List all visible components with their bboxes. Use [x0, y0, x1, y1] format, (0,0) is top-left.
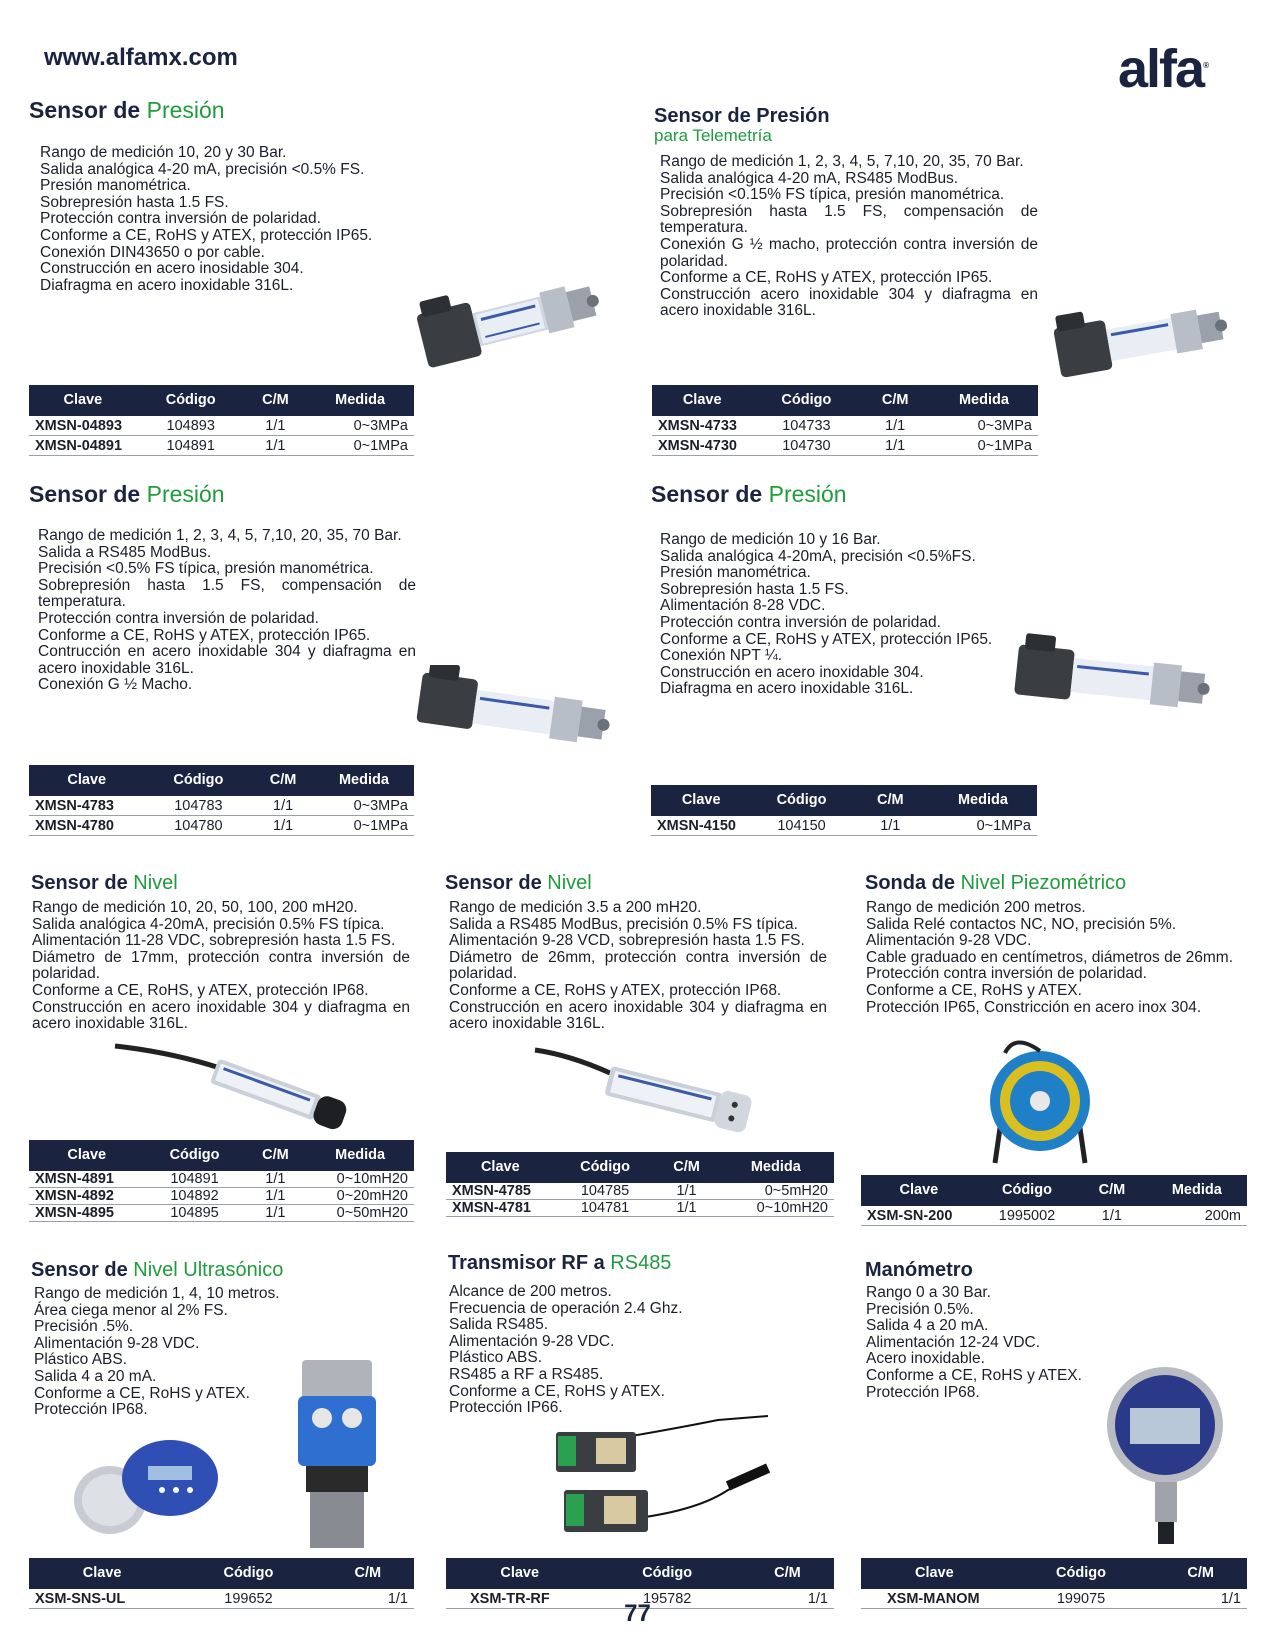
product-description: [38, 528, 416, 694]
desc-line: Rango 0 a 30 Bar.: [866, 1284, 991, 1301]
level-sensor-image: [110, 1038, 360, 1138]
cell-cm: 1/1: [322, 1589, 414, 1609]
website-url: www.alfamx.com: [44, 44, 238, 71]
col-header-clave: Clave: [446, 1558, 593, 1589]
desc-line: Protección contra inversión de polaridad.: [40, 210, 321, 228]
cell-codigo: 104895: [145, 1205, 245, 1222]
product-description: [660, 154, 1038, 320]
cell-cm: 1/1: [741, 1589, 834, 1609]
desc-line: Conexión NPT ¼.: [660, 647, 783, 665]
title-highlight: Presión: [146, 97, 225, 123]
title-main: Sensor de: [651, 481, 763, 507]
table-row: [446, 1183, 834, 1200]
cell-clave: XMSN-4785: [446, 1183, 555, 1200]
col-header-medida: Medida: [306, 1140, 414, 1171]
desc-line: Construcción en acero inoxidable 304.: [660, 663, 924, 681]
table-row: [29, 1188, 414, 1205]
spec-table: [446, 1152, 834, 1217]
col-header-codigo: Código: [555, 1152, 656, 1183]
cell-medida: 0~20mH20: [306, 1188, 414, 1205]
desc-line: Salida a RS485 ModBus, precisión 0.5% FS típica.: [449, 915, 798, 933]
col-header-codigo: Código: [175, 1558, 321, 1589]
table-row: [652, 436, 1038, 456]
desc-line: Alimentación 12-24 VDC.: [866, 1333, 1041, 1351]
cell-codigo: 199652: [175, 1589, 321, 1609]
product-description: [449, 1284, 749, 1417]
cell-clave: XMSN-4780: [29, 816, 145, 836]
title-highlight: Nivel Piezométrico: [960, 872, 1127, 894]
title-highlight: Nivel: [133, 872, 178, 894]
col-header-cm: C/M: [1154, 1558, 1247, 1589]
desc-line: Plástico ABS.: [34, 1351, 128, 1369]
desc-line: Diámetro de 26mm, protección contra inversión de polaridad.: [449, 948, 827, 983]
col-header-clave: Clave: [861, 1558, 1008, 1589]
cell-clave: XMSN-4781: [446, 1200, 555, 1217]
cell-clave: XMSN-04891: [29, 436, 137, 456]
cell-clave: XSM-SN-200: [861, 1206, 977, 1226]
spec-table: [29, 1140, 414, 1222]
pressure-sensor-image: [1050, 292, 1250, 382]
desc-line: Diámetro de 17mm, protección contra inversión de polaridad.: [32, 948, 410, 983]
desc-line: Protección IP68.: [866, 1383, 980, 1401]
desc-line: Protección contra inversión de polaridad.: [38, 609, 319, 627]
col-header-medida: Medida: [306, 385, 414, 416]
desc-line: Conforme a CE, RoHS y ATEX, protección IP68.: [449, 981, 782, 999]
table-row: [651, 816, 1037, 836]
cell-clave: XMSN-4892: [29, 1188, 145, 1205]
desc-line: Precisión <0.15% FS típica, presión manométrica.: [660, 186, 1005, 204]
desc-line: Plástico ABS.: [449, 1349, 543, 1367]
title-highlight: Nivel: [547, 872, 592, 894]
cell-cm: 1/1: [245, 416, 307, 436]
spec-table: [29, 765, 414, 836]
desc-line: Protección IP66.: [449, 1399, 563, 1417]
col-header-clave: Clave: [29, 1558, 175, 1589]
desc-line: Salida RS485.: [449, 1316, 549, 1334]
cell-codigo: 1995002: [977, 1206, 1077, 1226]
col-header-clave: Clave: [29, 765, 145, 796]
col-header-medida: Medida: [314, 765, 414, 796]
alfa-logo: alfa®: [1118, 39, 1209, 99]
desc-line: Salida analógica 4-20mA, precisión 0.5% FS típica.: [32, 915, 385, 933]
cell-codigo: 104781: [555, 1200, 656, 1217]
cell-cm: 1/1: [245, 1205, 307, 1222]
desc-line: Conforme a CE, RoHS y ATEX.: [866, 981, 1082, 999]
desc-line: Construcción en acero inosidable 304.: [40, 260, 304, 278]
title-main: Sensor de: [445, 872, 542, 894]
desc-line: Conforme a CE, RoHS y ATEX, protección IP65.: [660, 269, 993, 287]
logo-text: alfa: [1118, 39, 1204, 99]
col-header-codigo: Código: [752, 385, 860, 416]
desc-line: Frecuencia de operación 2.4 Ghz.: [449, 1299, 683, 1317]
desc-line: Alcance de 200 metros.: [449, 1283, 612, 1300]
pressure-sensor-image: [412, 270, 612, 370]
cell-codigo: 195782: [593, 1589, 740, 1609]
cell-codigo: 104150: [751, 816, 851, 836]
desc-line: Salida 4 a 20 mA.: [866, 1317, 989, 1335]
cell-medida: 0~50mH20: [306, 1205, 414, 1222]
desc-line: Salida analógica 4-20 mA, precisión <0.5% FS.: [40, 160, 365, 178]
cell-clave: XMSN-4733: [652, 416, 752, 436]
cell-cm: 1/1: [245, 436, 307, 456]
title-main: Sonda de: [865, 872, 956, 894]
col-header-medida: Medida: [718, 1152, 834, 1183]
title-main: Sensor de: [31, 872, 128, 894]
desc-line: Presión manométrica.: [660, 564, 811, 582]
product-title: [865, 870, 1126, 896]
cell-codigo: 104730: [752, 436, 860, 456]
desc-line: Sobrepresión hasta 1.5 FS, compensación de temperatura.: [38, 576, 416, 611]
table-row: [29, 436, 414, 456]
table-row: [446, 1200, 834, 1217]
cell-codigo: 104891: [145, 1171, 245, 1188]
col-header-codigo: Código: [145, 765, 253, 796]
col-header-clave: Clave: [29, 1140, 145, 1171]
col-header-cm: C/M: [860, 385, 929, 416]
cell-medida: 0~5mH20: [718, 1183, 834, 1200]
cell-medida: 200m: [1147, 1206, 1247, 1226]
desc-line: Sobrepresión hasta 1.5 FS.: [660, 580, 849, 598]
desc-line: Contrucción en acero inoxidable 304 y diafragma en acero inoxidable 316L.: [38, 643, 416, 677]
product-title: [865, 1257, 973, 1283]
cell-cm: 1/1: [860, 416, 929, 436]
cell-medida: 0~10mH20: [718, 1200, 834, 1217]
table-row: [29, 416, 414, 436]
ultrasonic-sensor-image: [70, 1350, 400, 1550]
cell-codigo: 104891: [137, 436, 245, 456]
rf-transmitter-image: [548, 1410, 798, 1540]
product-description: [449, 900, 827, 1033]
desc-line: Salida a RS485 ModBus.: [38, 543, 212, 561]
cell-clave: XMSN-4891: [29, 1171, 145, 1188]
desc-line: Alimentación 8-28 VDC.: [660, 597, 826, 615]
cell-clave: XMSN-4150: [651, 816, 751, 836]
product-title: [31, 1257, 283, 1283]
cell-codigo: 199075: [1008, 1589, 1155, 1609]
cell-cm: 1/1: [656, 1183, 718, 1200]
cell-clave: XMSN-4730: [652, 436, 752, 456]
title-main: Sensor de: [29, 97, 141, 123]
desc-line: Rango de medición 1, 4, 10 metros.: [34, 1285, 280, 1302]
desc-line: Precisión <0.5% FS típica, presión manométrica.: [38, 560, 374, 578]
desc-line: Rango de medición 3.5 a 200 mH20.: [449, 899, 702, 916]
product-description: [32, 900, 410, 1033]
title-highlight: RS485: [610, 1252, 672, 1274]
col-header-cm: C/M: [322, 1558, 414, 1589]
cell-cm: 1/1: [656, 1200, 718, 1217]
desc-line: Construcción en acero inoxidable 304 y diafragma en acero inoxidable 316L.: [449, 998, 827, 1033]
col-header-cm: C/M: [245, 1140, 307, 1171]
desc-line: Conforme a CE, RoHS y ATEX, protección IP65.: [660, 630, 993, 648]
title-highlight: Presión: [146, 481, 225, 507]
cell-medida: 0~3MPa: [314, 796, 414, 816]
pressure-sensor-image: [1010, 630, 1220, 730]
col-header-cm: C/M: [852, 785, 929, 816]
page-number: 77: [624, 1600, 651, 1627]
desc-line: Salida 4 a 20 mA.: [34, 1367, 157, 1385]
product-title: [29, 481, 225, 507]
desc-line: Salida Relé contactos NC, NO, precisión 5%.: [866, 915, 1177, 933]
desc-line: Conexión DIN43650 o por cable.: [40, 243, 265, 261]
desc-line: Salida analógica 4-20 mA, RS485 ModBus.: [660, 169, 959, 187]
cell-medida: 0~1MPa: [930, 436, 1038, 456]
product-title: [31, 870, 178, 896]
product-title: [445, 870, 592, 896]
col-header-clave: Clave: [861, 1175, 977, 1206]
desc-line: Conforme a CE, RoHS y ATEX.: [449, 1382, 665, 1400]
cell-medida: 0~1MPa: [929, 816, 1037, 836]
desc-line: Rango de medición 10, 20 y 30 Bar.: [40, 144, 287, 161]
cell-clave: XMSN-4895: [29, 1205, 145, 1222]
desc-line: Protección contra inversión de polaridad.: [866, 965, 1147, 983]
desc-line: Precisión 0.5%.: [866, 1300, 974, 1318]
desc-line: Conexión G ½ Macho.: [38, 676, 193, 694]
col-header-codigo: Código: [1008, 1558, 1155, 1589]
product-title: [651, 481, 847, 507]
product-subtitle: para Telemetría: [654, 126, 772, 145]
cell-cm: 1/1: [1154, 1589, 1247, 1609]
cell-medida: 0~1MPa: [306, 436, 414, 456]
col-header-cm: C/M: [656, 1152, 718, 1183]
cell-clave: XMSN-04893: [29, 416, 137, 436]
table-row: [861, 1206, 1247, 1226]
col-header-clave: Clave: [651, 785, 751, 816]
col-header-medida: Medida: [1147, 1175, 1247, 1206]
manometer-image: [1100, 1360, 1230, 1550]
desc-line: Presión manométrica.: [40, 177, 191, 195]
cell-clave: XSM-MANOM: [861, 1589, 1008, 1609]
desc-line: Precisión .5%.: [34, 1318, 134, 1336]
desc-line: Conexión G ½ macho, protección contra inversión de polaridad.: [660, 235, 1038, 270]
desc-line: Área ciega menor al 2% FS.: [34, 1301, 228, 1319]
desc-line: Cable graduado en centímetros, diámetros de 26mm.: [866, 948, 1234, 966]
desc-line: Conforme a CE, RoHS y ATEX, protección IP65.: [38, 626, 371, 644]
title-main: Transmisor RF a: [448, 1252, 605, 1274]
table-row: [29, 796, 414, 816]
desc-line: Salida analógica 4-20mA, precisión <0.5%FS.: [660, 547, 976, 565]
desc-line: Rango de medición 10, 20, 50, 100, 200 mH20.: [32, 899, 358, 916]
cell-cm: 1/1: [852, 816, 929, 836]
col-header-cm: C/M: [252, 765, 314, 796]
table-row: [29, 1171, 414, 1188]
desc-line: Sobrepresión hasta 1.5 FS.: [40, 193, 229, 211]
spec-table: [652, 385, 1038, 456]
desc-line: Diafragma en acero inoxidable 316L.: [660, 680, 914, 698]
desc-line: Conforme a CE, RoHS y ATEX.: [34, 1384, 250, 1402]
cell-medida: 0~10mH20: [306, 1171, 414, 1188]
pressure-sensor-image: [412, 665, 622, 765]
col-header-clave: Clave: [652, 385, 752, 416]
desc-line: Conforme a CE, RoHS y ATEX, protección IP65.: [40, 226, 373, 244]
title-main: Sensor de: [29, 481, 141, 507]
cell-medida: 0~3MPa: [306, 416, 414, 436]
desc-line: Rango de medición 10 y 16 Bar.: [660, 531, 881, 548]
cell-clave: XSM-SNS-UL: [29, 1589, 175, 1609]
col-header-cm: C/M: [245, 385, 307, 416]
col-header-medida: Medida: [929, 785, 1037, 816]
table-row: [29, 1205, 414, 1222]
cable-reel-image: [985, 1033, 1095, 1173]
col-header-cm: C/M: [1077, 1175, 1146, 1206]
desc-line: Construcción acero inoxidable 304 y diafragma en acero inoxidable 316L.: [660, 285, 1038, 320]
col-header-codigo: Código: [593, 1558, 740, 1589]
desc-line: Rango de medición 1, 2, 3, 4, 5, 7,10, 20, 35, 70 Bar.: [660, 153, 1024, 170]
cell-clave: XSM-TR-RF: [446, 1589, 593, 1609]
title-main: Sensor de: [31, 1259, 128, 1281]
cell-codigo: 104783: [145, 796, 253, 816]
cell-codigo: 104733: [752, 416, 860, 436]
desc-line: Acero inoxidable.: [866, 1350, 985, 1368]
spec-table: [29, 385, 414, 456]
desc-line: Alimentación 9-28 VCD, sobrepresión hasta 1.5 FS.: [449, 932, 805, 950]
cell-cm: 1/1: [245, 1171, 307, 1188]
cell-codigo: 104780: [145, 816, 253, 836]
cell-cm: 1/1: [860, 436, 929, 456]
desc-line: Construcción en acero inoxidable 304 y diafragma en acero inoxidable 316L.: [32, 998, 410, 1033]
col-header-codigo: Código: [977, 1175, 1077, 1206]
desc-line: Rango de medición 200 metros.: [866, 899, 1086, 916]
col-header-cm: C/M: [741, 1558, 834, 1589]
title-main: Manómetro: [865, 1259, 973, 1281]
desc-line: Sobrepresión hasta 1.5 FS, compensación de temperatura.: [660, 202, 1038, 237]
level-sensor-image: [530, 1045, 760, 1145]
col-header-clave: Clave: [446, 1152, 555, 1183]
product-description: [866, 1285, 1126, 1401]
cell-codigo: 104785: [555, 1183, 656, 1200]
product-description: [866, 900, 1246, 1016]
cell-cm: 1/1: [252, 816, 314, 836]
col-header-codigo: Código: [137, 385, 245, 416]
desc-line: RS485 a RF a RS485.: [449, 1365, 604, 1383]
table-row: [652, 416, 1038, 436]
col-header-codigo: Código: [751, 785, 851, 816]
title-main: Sensor de Presión: [654, 105, 830, 127]
desc-line: Alimentación 9-28 VDC.: [449, 1332, 615, 1350]
cell-codigo: 104892: [145, 1188, 245, 1205]
title-highlight: Presión: [768, 481, 847, 507]
table-row: [29, 816, 414, 836]
spec-table: [861, 1175, 1247, 1226]
product-title: [448, 1250, 671, 1276]
desc-line: Protección IP68.: [34, 1401, 148, 1419]
desc-line: Alimentación 9-28 VDC.: [866, 932, 1032, 950]
product-description: [40, 145, 400, 294]
desc-line: Protección contra inversión de polaridad.: [660, 613, 941, 631]
cell-cm: 1/1: [252, 796, 314, 816]
desc-line: Rango de medición 1, 2, 3, 4, 5, 7,10, 20, 35, 70 Bar.: [38, 527, 402, 544]
desc-line: Alimentación 11-28 VDC, sobrepresión hasta 1.5 FS.: [32, 932, 396, 950]
cell-clave: XMSN-4783: [29, 796, 145, 816]
desc-line: Conforme a CE, RoHS, y ATEX, protección IP68.: [32, 981, 369, 999]
product-title: [29, 97, 225, 123]
desc-line: Protección IP65, Constricción en acero inox 304.: [866, 998, 1202, 1016]
cell-codigo: 104893: [137, 416, 245, 436]
col-header-codigo: Código: [145, 1140, 245, 1171]
cell-cm: 1/1: [1077, 1206, 1146, 1226]
product-description: [660, 532, 1040, 698]
desc-line: Diafragma en acero inoxidable 316L.: [40, 276, 294, 294]
title-highlight: Nivel Ultrasónico: [133, 1259, 284, 1281]
cell-cm: 1/1: [245, 1188, 307, 1205]
col-header-clave: Clave: [29, 385, 137, 416]
spec-table: [651, 785, 1037, 836]
col-header-medida: Medida: [930, 385, 1038, 416]
cell-medida: 0~3MPa: [930, 416, 1038, 436]
desc-line: Alimentación 9-28 VDC.: [34, 1334, 200, 1352]
cell-medida: 0~1MPa: [314, 816, 414, 836]
desc-line: Conforme a CE, RoHS y ATEX.: [866, 1366, 1082, 1384]
